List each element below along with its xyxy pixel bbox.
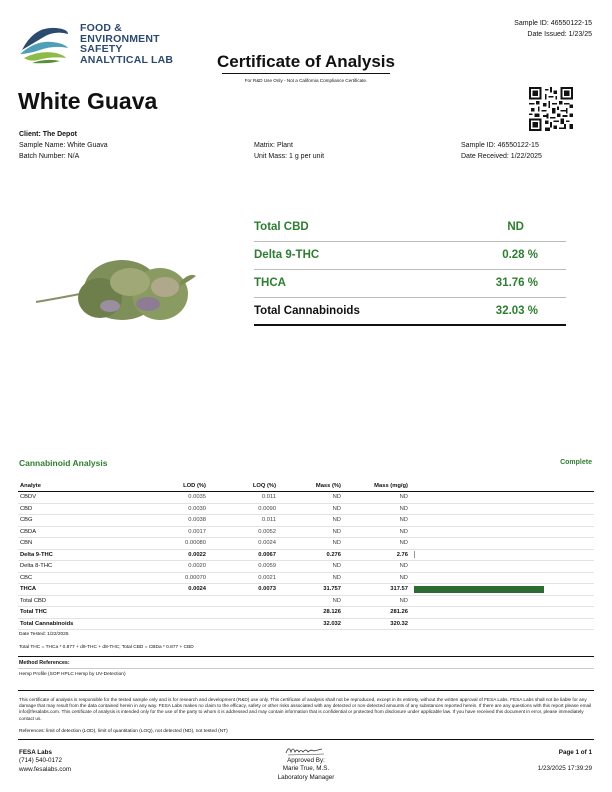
cell-mass-pct: 31.757	[278, 584, 343, 596]
method-title: Method References:	[19, 660, 70, 666]
table-row	[18, 515, 594, 527]
cell-mass-pct: 28.126	[278, 607, 343, 619]
legal-text: This certificate of analysis is responsible for the tested sample only and is for research and development (R&D) use only. This certificate of analysis shall not be reproduced, except in its entirety, without the written approval of FESA Labs. FESA Labs shall not be liable for any damage that may result from the data contained herein in any way. FESA Labs makes no claim to the efficacy, safety or other risks associated with any detected or non-detected amounts of any substances reported herein. If there are any questions with this report please email info@fesalabs.com. This certificate of analysis is intended only for the use of the party to whom it is addressed and may contain information that is confidential or protected from disclosure under applicable law. If you have received this document in error, please immediately contact us.	[19, 697, 592, 721]
cannabinoid-table	[18, 480, 594, 630]
cell-lod: 0.0024	[148, 584, 208, 596]
table-row	[18, 503, 594, 515]
header-sample-id: Sample ID: 46550122-15	[514, 20, 592, 27]
table-row	[18, 538, 594, 550]
summary-total-cannabinoids	[254, 298, 566, 326]
qr-code-icon	[529, 87, 573, 131]
cell-loq	[208, 595, 278, 607]
header-meta	[514, 18, 592, 40]
cell-analyte: Total THC	[18, 607, 148, 619]
table-row	[18, 549, 594, 561]
summary-value: ND	[507, 221, 524, 233]
approver-title: Laboratory Manager	[277, 773, 335, 781]
analysis-status: Complete	[560, 459, 592, 466]
cell-mass-pct: ND	[278, 572, 343, 584]
col-mass-pct: Mass (%)	[278, 480, 343, 492]
cell-mass-pct: ND	[278, 515, 343, 527]
cell-loq: 0.0052	[208, 526, 278, 538]
lab-logo-text: FOOD & ENVIRONMENT SAFETY ANALYTICAL LAB	[80, 22, 174, 66]
cell-bar	[410, 618, 594, 630]
table-header-row	[18, 480, 594, 492]
cell-mass-mg: ND	[343, 492, 410, 504]
cell-loq: 0.0067	[208, 549, 278, 561]
cell-loq: 0.0024	[208, 538, 278, 550]
footer-timestamp: 1/23/2025 17:39:29	[537, 765, 592, 773]
page-number: Page 1 of 1	[558, 749, 592, 756]
cell-mass-mg: 317.57	[343, 584, 410, 596]
cell-bar	[410, 503, 594, 515]
summary-label: Total Cannabinoids	[254, 305, 360, 317]
cell-loq: 0.011	[208, 492, 278, 504]
cell-mass-mg: ND	[343, 572, 410, 584]
info-right	[461, 140, 542, 162]
summary-thca	[254, 270, 566, 298]
batch-number: Batch Number: N/A	[19, 153, 80, 160]
cell-mass-pct: ND	[278, 595, 343, 607]
footer-page-block	[538, 749, 592, 774]
cell-mass-pct: 0.276	[278, 549, 343, 561]
cell-analyte: CBG	[18, 515, 148, 527]
summary-delta9-thc	[254, 242, 566, 270]
cell-lod	[148, 618, 208, 630]
mass-bar	[414, 551, 415, 558]
unit-mass: Unit Mass: 1 g per unit	[254, 153, 325, 160]
cell-mass-pct: ND	[278, 503, 343, 515]
cell-lod: 0.0020	[148, 561, 208, 573]
summary-value: 31.76 %	[495, 277, 538, 289]
cell-lod: 0.0017	[148, 526, 208, 538]
cell-analyte: CBDV	[18, 492, 148, 504]
product-name: White Guava	[18, 88, 158, 114]
cell-mass-mg: ND	[343, 515, 410, 527]
table-row	[18, 584, 594, 596]
summary-total-cbd	[254, 214, 566, 242]
table-row	[18, 595, 594, 607]
analysis-title: Cannabinoid Analysis	[19, 458, 108, 468]
signature-icon	[284, 743, 328, 757]
cell-lod	[148, 607, 208, 619]
cell-mass-mg: ND	[343, 595, 410, 607]
divider	[18, 668, 594, 669]
cell-bar	[410, 607, 594, 619]
summary-label: Total CBD	[254, 221, 309, 233]
cell-mass-mg: ND	[343, 561, 410, 573]
col-lod: LOD (%)	[148, 480, 208, 492]
summary-label: Delta 9-THC	[254, 249, 320, 261]
footer-approval	[0, 757, 612, 782]
table-row	[18, 492, 594, 504]
matrix: Matrix: Plant	[254, 142, 293, 149]
cell-analyte: Total Cannabinoids	[18, 618, 148, 630]
cell-analyte: Delta 8-THC	[18, 561, 148, 573]
summary-value: 0.28 %	[502, 249, 538, 261]
cell-analyte: Total CBD	[18, 595, 148, 607]
col-loq: LOQ (%)	[208, 480, 278, 492]
cell-analyte: CBD	[18, 503, 148, 515]
sample-name: Sample Name: White Guava	[19, 142, 108, 149]
summary-value: 32.03 %	[495, 305, 538, 317]
formula-note: Total THC = THCa * 0.877 + d9-THC + d8-THC; Total CBD = CBDa * 0.877 + CBD	[19, 645, 194, 650]
cell-loq: 0.0090	[208, 503, 278, 515]
cell-mass-pct: ND	[278, 561, 343, 573]
cell-bar	[410, 538, 594, 550]
footer-divider	[18, 739, 594, 740]
cell-lod: 0.0038	[148, 515, 208, 527]
footer-website: www.fesalabs.com	[19, 765, 72, 773]
approver-name: Marie True, M.S.	[282, 765, 330, 773]
cell-analyte: CBC	[18, 572, 148, 584]
cell-bar	[410, 584, 594, 596]
table-row	[18, 561, 594, 573]
cell-lod: 0.0022	[148, 549, 208, 561]
cell-lod: 0.0035	[148, 492, 208, 504]
cell-lod: 0.0030	[148, 503, 208, 515]
cell-bar	[410, 572, 594, 584]
date-tested: Date Tested: 1/22/2025	[19, 632, 69, 637]
cell-bar	[410, 515, 594, 527]
cell-mass-mg: 281.26	[343, 607, 410, 619]
col-analyte: Analyte	[18, 480, 148, 492]
document-title: Certificate of Analysis	[217, 52, 395, 71]
col-mass-mg: Mass (mg/g)	[343, 480, 410, 492]
summary-label: THCA	[254, 277, 286, 289]
cell-analyte: CBN	[18, 538, 148, 550]
cell-loq: 0.0059	[208, 561, 278, 573]
cell-mass-pct: ND	[278, 538, 343, 550]
disclaimer: For R&D Use Only - Not a California Compliance Certificate.	[244, 78, 368, 83]
cell-bar	[410, 595, 594, 607]
title-underline	[222, 73, 390, 74]
date-received: Date Received: 1/22/2025	[461, 153, 542, 160]
cell-lod	[148, 595, 208, 607]
cell-mass-mg: ND	[343, 503, 410, 515]
header-date-issued: Date Issued: 1/23/25	[527, 31, 592, 38]
footer-company: FESA Labs	[19, 749, 53, 756]
cell-analyte: THCA	[18, 584, 148, 596]
cell-loq: 0.011	[208, 515, 278, 527]
cell-bar	[410, 526, 594, 538]
mass-bar	[414, 586, 544, 593]
info-left	[19, 129, 108, 162]
table-row	[18, 618, 594, 630]
cell-mass-mg: ND	[343, 538, 410, 550]
info-middle	[254, 140, 324, 162]
cell-analyte: Delta 9-THC	[18, 549, 148, 561]
cell-loq: 0.0073	[208, 584, 278, 596]
cell-analyte: CBDA	[18, 526, 148, 538]
method-text: Hemp Profile (SOP HPLC Hemp by UV-Detection)	[19, 672, 126, 677]
col-bar	[410, 480, 594, 492]
cell-lod: 0.00080	[148, 538, 208, 550]
cell-loq: 0.0021	[208, 572, 278, 584]
cell-mass-pct: ND	[278, 526, 343, 538]
cell-lod: 0.00070	[148, 572, 208, 584]
cell-loq	[208, 607, 278, 619]
divider	[18, 690, 594, 691]
cell-bar	[410, 561, 594, 573]
info-sample-id: Sample ID: 46550122-15	[461, 142, 539, 149]
product-photo	[30, 242, 200, 332]
cell-mass-mg: ND	[343, 526, 410, 538]
approved-by: Approved By:	[287, 757, 325, 764]
references: References: limit of detection (LOD), limit of quantitation (LOQ), not detected (ND), not tested (NT)	[19, 729, 228, 734]
cell-bar	[410, 492, 594, 504]
cell-mass-pct: ND	[278, 492, 343, 504]
cell-mass-pct: 32.032	[278, 618, 343, 630]
client-name: Client: The Depot	[19, 131, 77, 138]
divider	[18, 656, 594, 657]
table-row	[18, 607, 594, 619]
cell-loq	[208, 618, 278, 630]
cell-mass-mg: 320.32	[343, 618, 410, 630]
footer-phone: (714) 540-0172	[19, 757, 63, 765]
cell-bar	[410, 549, 594, 561]
table-row	[18, 526, 594, 538]
table-row	[18, 572, 594, 584]
cell-mass-mg: 2.76	[343, 549, 410, 561]
